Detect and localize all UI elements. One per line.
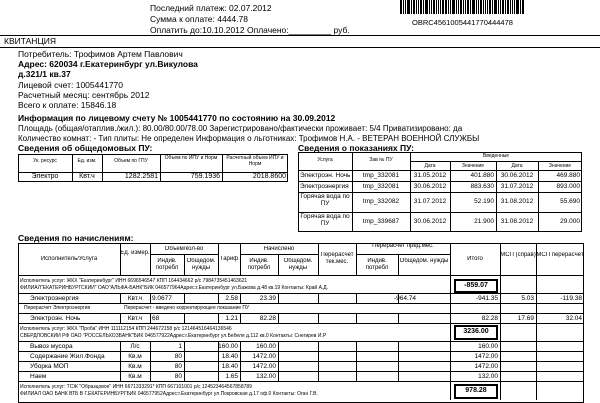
reading-value: 29.000 (560, 218, 580, 225)
charge-acc-ind: 160.00 (256, 343, 276, 350)
executor-2-line-1: Исполнитель услуг: ЖКХ "Проба" ИНН 111112154 КПП 244672158 р/с 121464516464136546 (20, 326, 232, 332)
charge-msp-recalc: -119.38 (560, 295, 582, 302)
charge-vol-ind: 9.0677 (152, 295, 172, 302)
charge-acc-ind: 1472.00 (252, 363, 276, 370)
reading-value: 469.880 (556, 172, 580, 179)
odpu-cell: 2018.8600 (252, 173, 286, 180)
charge-service: Вывоз мусора (30, 343, 73, 350)
charge-total: 1472.00 (474, 363, 498, 370)
charge-unit: Кв.м (128, 373, 142, 380)
reading-meter: tmp_339687 (362, 218, 400, 225)
pay-until: Оплатить до:10.10.2012 Оплачено:_________ руб. (150, 25, 350, 35)
reading-date: 30.06.2012 (413, 183, 447, 190)
charges-header-vol-common: Общедом. нужды (186, 258, 216, 271)
sum-to-pay: Сумма к оплате: 4444.78 (150, 14, 248, 24)
charge-msp: 5.03 (521, 295, 534, 302)
reading-service: Горячая вода по ПУ (300, 213, 350, 227)
charge-acc-ind: 82.28 (259, 315, 276, 322)
charge-total: 160.00 (478, 343, 498, 350)
charge-msp: 17.69 (517, 315, 534, 322)
odpu-cell: Электро (31, 173, 59, 180)
odpu-heading: Сведения об общедомовых ПУ: (18, 143, 153, 153)
executor-3-total: 978.28 (465, 387, 487, 394)
odpu-header-gpu: Объем по ГПУ (114, 158, 148, 164)
billing-month: Расчетный месяц: сентябрь 2012 (18, 90, 150, 100)
executor-3-line-2: ФИЛИАЛ ОАО БАНК ВТБ В Г.ЕКАТЕРИНБУРГБИК 046577952Адрес:г.Екатеринбург ул.Покровская д.17 оф.0 Контакты: Оган Г.В. (20, 391, 318, 397)
address-line-1: Адрес: 620034 г.Екатеринбург ул.Викулова (18, 59, 198, 69)
readings-header-entered: Введенные (482, 153, 510, 159)
charge-acc-ind: 1472.00 (252, 353, 276, 360)
charge-unit: Кв.м (128, 353, 142, 360)
reading-service: Электроэнергия (300, 183, 349, 190)
odpu-header-ipu: Объем по ИПУ и Норм (164, 155, 218, 161)
charge-tariff: 2.58 (225, 295, 238, 302)
info-heading: Информация по лицевому счету № 1005441770 по состоянию на 30.09.2012 (18, 113, 336, 123)
readings-heading: Сведения о показаниях ПУ: (298, 143, 415, 153)
charges-header-accrued: Начислено (263, 246, 295, 252)
charge-service: Электроэн. Ночь (30, 315, 81, 322)
charge-vol-ind: 80 (174, 363, 182, 370)
reading-value: 55.690 (560, 198, 580, 205)
total-to-pay: Всего к оплате: 15846.18 (18, 100, 117, 110)
odpu-cell: Квт.ч (79, 173, 95, 180)
reading-date: 30.06.2012 (500, 172, 534, 179)
charge-service: Наем (30, 373, 47, 380)
charges-header-msp-recalc: МСП перерасчет (536, 252, 584, 258)
reading-meter: tmp_332081 (362, 183, 400, 190)
charges-header-rp-ind: Индив. потребл (365, 258, 389, 271)
reading-value: 52.190 (474, 198, 494, 205)
charge-vol-ind: 68 (152, 315, 160, 322)
charge-msp-recalc: 32.04 (565, 315, 582, 322)
odpu-header-calc: Расчетный объем ИПУ и Норм (226, 155, 284, 167)
charges-header-tariff: Тариф (219, 256, 239, 262)
charge-unit: Квт.ч (127, 295, 143, 302)
recalc-label: Перерасчет Электроэнергия (24, 305, 91, 311)
charge-service: Электроэнергия (30, 295, 79, 302)
odpu-cell: 1282.2581 (124, 173, 158, 180)
reading-value: 893.000 (556, 183, 580, 190)
executor-1-line-2: ФИЛИАЛ"ЕКАТЕРИНБУРГСКИЙ" ОАО"АЛЬФА-БАНК"БИК 046577964Адрес:г.Екатеринбург ул.Бажова д.48 кв.19 Контакты: Край А.Д. (20, 285, 329, 291)
readings-header-value: Значение (461, 163, 485, 169)
readings-header-service: Услуга (317, 157, 333, 163)
reading-value: 401.880 (470, 172, 494, 179)
readings-header-date: Дата (511, 163, 523, 169)
readings-header-date: Дата (424, 163, 436, 169)
info-line-1: Площадь (общая/отаплив./жил.): 80.00/80.00/78.00 Зарегистрировано/фактически проживает: 5/4 Приватизировано: да (18, 124, 463, 133)
reading-value: 21.900 (474, 218, 494, 225)
odpu-header-resource: Ук. ресурс (33, 158, 57, 164)
account-number: Лицевой счет: 1005441770 (18, 80, 124, 90)
kvit-title: КВИТАНЦИЯ (4, 36, 56, 46)
charge-total: -941.35 (475, 295, 498, 302)
charges-header-recalc-cur: Перерасчет тек.мес. (320, 252, 354, 265)
executor-3-line-1: Исполнитель услуг: ТСЖ "Образцовое" ИНН 6671333291* КПП 667101001 р/с 124523464567858789 (20, 384, 252, 390)
reading-date: 31.07.2012 (500, 183, 534, 190)
executor-1-line-1: Исполнитель услуг: ЖКХ "Екатеринбург" ИНН 6696546547 КПП 164434662 р/с 7984735451463621 (20, 278, 248, 284)
barcode-text: OBRC4561005441770444478 (412, 18, 513, 27)
charge-tariff: 1.21 (225, 315, 238, 322)
reading-service: Электроэн. Ночь (300, 172, 351, 179)
charges-header-volume: Объем/кол-во (164, 246, 204, 252)
charge-vol-ind: 1 (178, 343, 182, 350)
charge-service: Содержание Жил.Фонда (30, 353, 105, 360)
charges-header-unit: Ед. измер. (120, 250, 150, 256)
charges-header-total: Итого (467, 256, 483, 262)
charge-acc-ind: 23.39 (259, 295, 276, 302)
executor-2-line-2: СВЕРДЛОВСКИЙ РФ ОАО "РОССЕЛЬХОЗБАНК"БИК 046577922Адрес:г.Екатеринбург ул.Бебеля д.112 кв.0 Контакты: Снегирев И.Р (20, 333, 327, 339)
charge-tariff: 18.40 (221, 353, 238, 360)
charge-service: Уборка МОП (30, 363, 69, 370)
consumer: Потребитель: Трофимов Артем Павлович (18, 49, 183, 59)
charge-rp-ind: -964.74 (393, 295, 416, 302)
charge-total: 1472.00 (474, 353, 498, 360)
reading-date: 31.08.2012 (500, 218, 534, 225)
last-payment: Последний платеж: 02.07.2012 (150, 3, 272, 13)
charges-header-executor: Исполнитель/Услуга (40, 256, 98, 262)
barcode (400, 0, 580, 14)
charge-unit: Кв.м (128, 363, 142, 370)
reading-date: 31.08.2012 (500, 198, 534, 205)
recalc-note: Перерасчет - введено корректирующее показание ПУ (124, 305, 250, 311)
reading-date: 31.05.2012 (413, 172, 447, 179)
charge-total: 132.00 (478, 373, 498, 380)
reading-value: 883.630 (470, 183, 494, 190)
charge-tariff: 1.65 (225, 373, 238, 380)
charge-unit: Квт.ч (127, 315, 143, 322)
odpu-header-unit: Ед. изм. (77, 158, 97, 164)
reading-meter: tmp_332081 (362, 172, 400, 179)
reading-date: 31.07.2012 (413, 198, 447, 205)
charges-header-recalc-prev: Перерасчет пред.мес. (372, 243, 434, 249)
charges-header-vol-ind: Индив. потребл (155, 258, 179, 271)
charge-total: 82.28 (481, 315, 498, 322)
charge-vol-ind: 80 (174, 353, 182, 360)
reading-meter: tmp_332082 (362, 198, 400, 205)
charge-tariff: 160.00 (218, 343, 238, 350)
charges-header-acc-common: Общедом. нужды (283, 258, 313, 271)
charges-header-rp-common: Общедом. нужды (399, 258, 449, 264)
charge-acc-ind: 132.00 (256, 373, 276, 380)
charge-vol-ind: 80 (174, 373, 182, 380)
reading-date: 30.06.2012 (413, 218, 447, 225)
readings-header-meter: Зав № ПУ (369, 157, 393, 163)
charges-header-msp: МСП (справ) (500, 252, 536, 258)
readings-header-value: Значение (548, 163, 572, 169)
info-line-2: Количество комнат: - Тип плиты: Не определен Информация о льготниках: Трофимов Н.А. - ВЕТЕРАН ВОЕННОЙ СЛУЖБЫ (18, 134, 480, 143)
address-line-2: д.321/1 кв.37 (18, 69, 71, 79)
odpu-cell: 759.1936 (190, 173, 220, 180)
charges-header-acc-ind: Индив. потребл (247, 258, 271, 271)
charges-heading: Сведения по начислениям: (18, 233, 134, 243)
charge-unit: Л/с (130, 343, 140, 350)
executor-2-total: 3236.00 (463, 328, 489, 335)
charge-tariff: 18.40 (221, 363, 238, 370)
executor-1-total: -859.07 (464, 282, 488, 289)
reading-service: Горячая вода по ПУ (300, 193, 350, 207)
